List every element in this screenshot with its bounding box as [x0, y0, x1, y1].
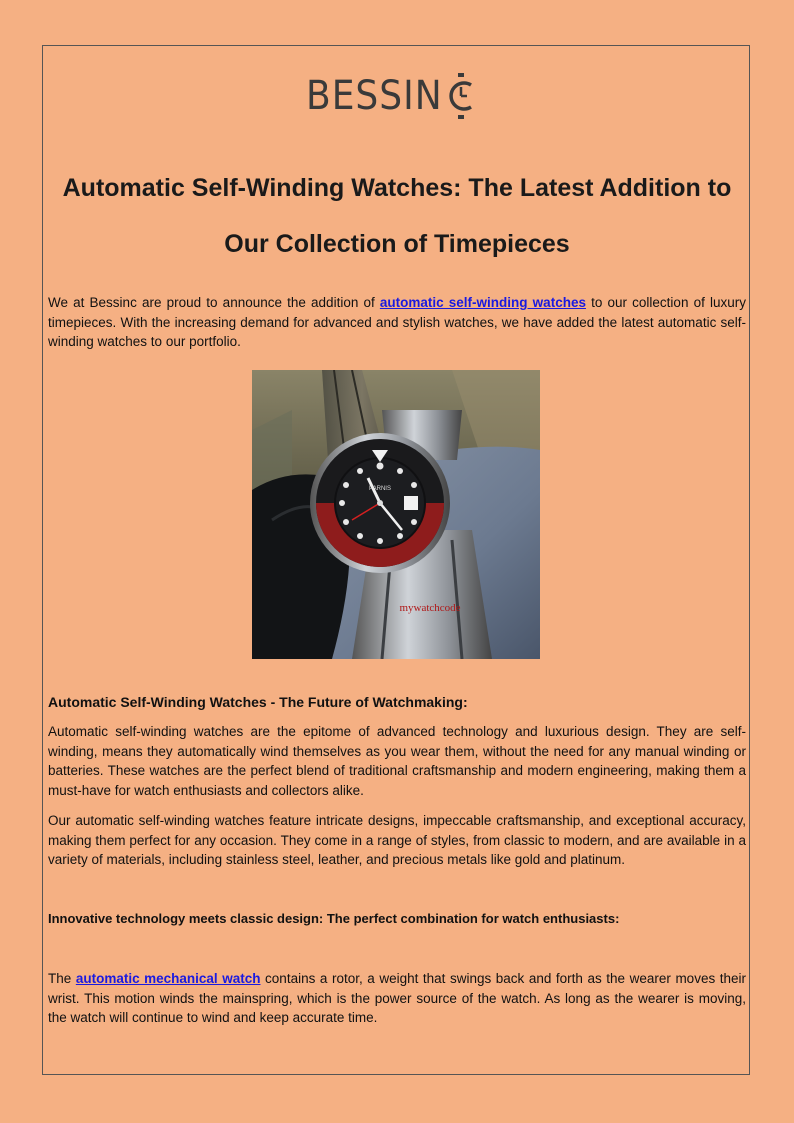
section2-text-after: contains a rotor, a weight that swings back and forth as the wearer moves their wrist. This motion winds the mainspring, which is the power source of the watch. As long as the wearer is moving, the watch will continue to wind and keep accurate time. [48, 971, 747, 1025]
logo-text: BESSIN [306, 73, 443, 119]
section2-paragraph [48, 969, 746, 1028]
section1-paragraph-2: Our automatic self-winding watches feature intricate designs, impeccable craftsmanship, and exceptional accuracy, making them perfect for any occasion. They come in a range of styles, from classic to modern, and are available in a variety of materials, including stainless steel, leather, and precious metals like gold and platinum. [48, 813, 746, 867]
watch-dial-brand: PARNIS [369, 486, 391, 492]
intro-paragraph [48, 293, 746, 352]
section2-heading: Innovative technology meets classic design: The perfect combination for watch enthusiasts: [48, 911, 620, 926]
automatic-mechanical-watch-link[interactable]: automatic mechanical watch [75, 971, 261, 986]
page-title: Automatic Self-Winding Watches: The Latest Addition to Our Collection of Timepieces [62, 174, 732, 258]
brand-logo [306, 70, 496, 122]
photo-watermark: mywatchcode [399, 602, 461, 614]
section2-text-before: The [48, 971, 76, 986]
section1-heading: Automatic Self-Winding Watches - The Future of Watchmaking: [48, 694, 468, 710]
watch-photo [252, 370, 540, 659]
intro-text-after: to our collection of luxury timepieces. With the increasing demand for advanced and stylish watches, we have added the latest automatic self-winding watches to our portfolio. [48, 295, 747, 349]
clock-c-logo-icon [445, 73, 475, 119]
intro-text-before: We at Bessinc are proud to announce the addition of [48, 295, 380, 310]
section1-paragraph-1: Automatic self-winding watches are the epitome of advanced technology and luxurious design. They are self-winding, means they automatically wind themselves as you wear them, without the need for any manual winding or batteries. These watches are the perfect blend of traditional craftsmanship and modern engineering, making them a must-have for watch enthusiasts and collectors alike. [48, 724, 746, 798]
automatic-self-winding-watches-link[interactable]: automatic self-winding watches [379, 295, 586, 310]
